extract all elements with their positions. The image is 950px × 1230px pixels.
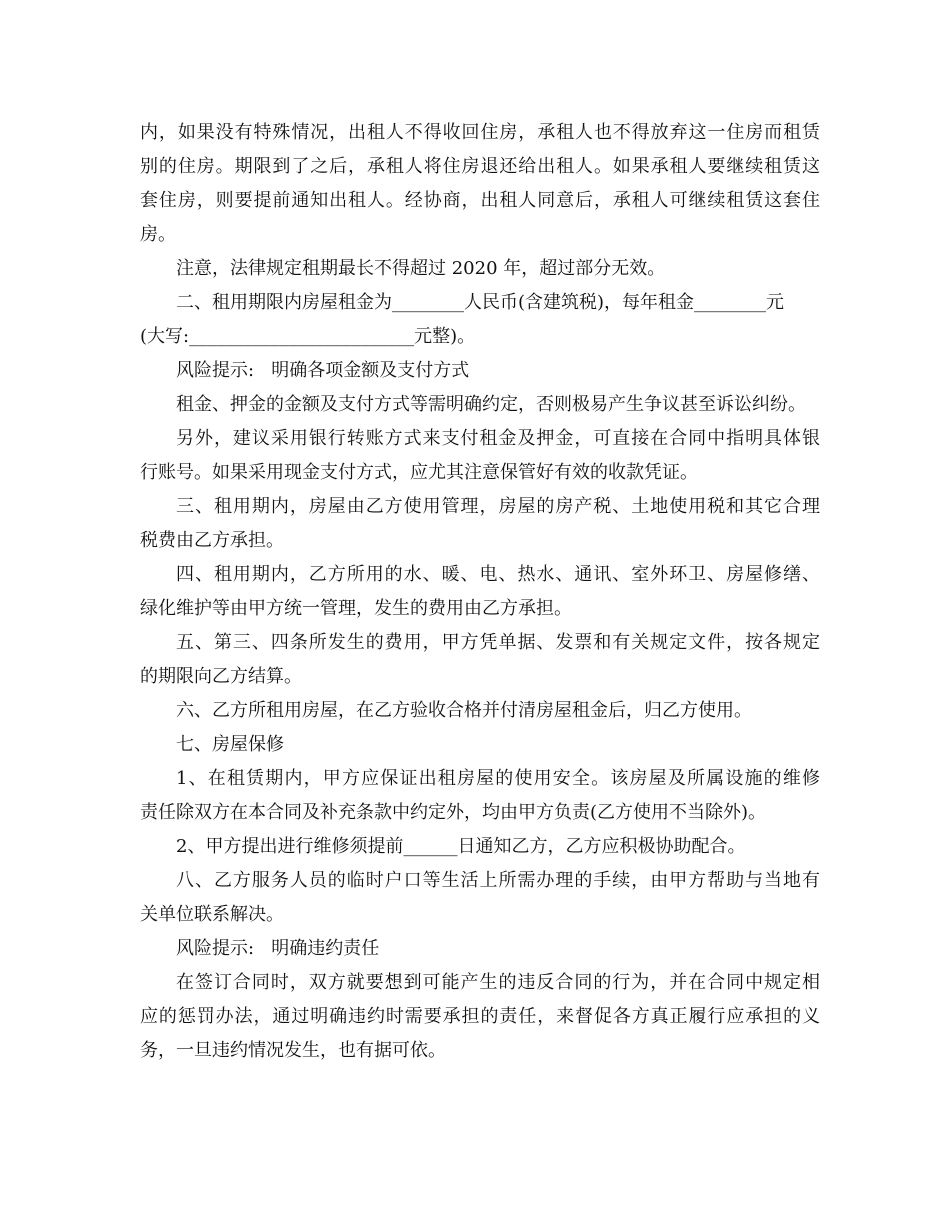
paragraph-line: 别的住房。期限到了之后，承租人将住房退还给出租人。如果承租人要继续租赁这: [140, 156, 820, 177]
paragraph-line: 应的惩罚办法，通过明确违约时需要承担的责任，来督促各方真正履行应承担的义: [140, 1006, 820, 1027]
paragraph-line: (大写:_________________________元整)。: [140, 326, 476, 347]
paragraph-line: 四、租用期内，乙方所用的水、暖、电、热水、通讯、室外环卫、房屋修缮、: [176, 564, 820, 585]
paragraph-line: 行账号。如果采用现金支付方式，应尤其注意保管好有效的收款凭证。: [140, 462, 698, 483]
paragraph-line: 绿化维护等由甲方统一管理，发生的费用由乙方承担。: [140, 598, 572, 619]
paragraph-line: 租金、押金的金额及支付方式等需明确约定，否则极易产生争议甚至诉讼纠纷。: [176, 394, 806, 415]
paragraph-line: 三、租用期内，房屋由乙方使用管理，房屋的房产税、土地使用税和其它合理: [176, 496, 820, 517]
document-body: [140, 116, 820, 1068]
paragraph-line: 务，一旦违约情况发生，也有据可依。: [140, 1040, 446, 1061]
paragraph-line: 在签订合同时，双方就要想到可能产生的违反合同的行为，并在合同中规定相: [176, 972, 820, 993]
paragraph-line: 注意，法律规定租期最长不得超过 2020 年，超过部分无效。: [176, 258, 666, 279]
paragraph-line: 2、甲方提出进行维修须提前______日通知乙方，乙方应积极协助配合。: [176, 836, 746, 857]
section-heading: 风险提示: 明确违约责任: [176, 938, 380, 959]
paragraph-line: 关单位联系解决。: [140, 904, 284, 925]
section-heading: 风险提示: 明确各项金额及支付方式: [176, 360, 470, 381]
paragraph-line: 套住房，则要提前通知出租人。经协商，出租人同意后，承租人可继续租赁这套住: [140, 190, 820, 211]
paragraph-line: 房。: [140, 224, 176, 245]
paragraph-line: 1、在租赁期内，甲方应保证出租房屋的使用安全。该房屋及所属设施的维修: [176, 768, 820, 789]
paragraph-line: 二、租用期限内房屋租金为________人民币(含建筑税)，每年租金________元: [176, 292, 785, 313]
paragraph-line: 八、乙方服务人员的临时户口等生活上所需办理的手续，由甲方帮助与当地有: [176, 870, 820, 891]
paragraph-line: 另外，建议采用银行转账方式来支付租金及押金，可直接在合同中指明具体银: [176, 428, 820, 449]
paragraph-line: 责任除双方在本合同及补充条款中约定外，均由甲方负责(乙方使用不当除外)。: [140, 802, 767, 823]
paragraph-line: 税费由乙方承担。: [140, 530, 284, 551]
paragraph-line: 六、乙方所租用房屋，在乙方验收合格并付清房屋租金后，归乙方使用。: [176, 700, 752, 721]
paragraph-line: 内，如果没有特殊情况，出租人不得收回住房，承租人也不得放弃这一住房而租赁: [140, 122, 820, 143]
paragraph-line: 的期限向乙方结算。: [140, 666, 302, 687]
section-heading: 七、房屋保修: [176, 734, 284, 755]
paragraph-line: 五、第三、四条所发生的费用，甲方凭单据、发票和有关规定文件，按各规定: [176, 632, 820, 653]
